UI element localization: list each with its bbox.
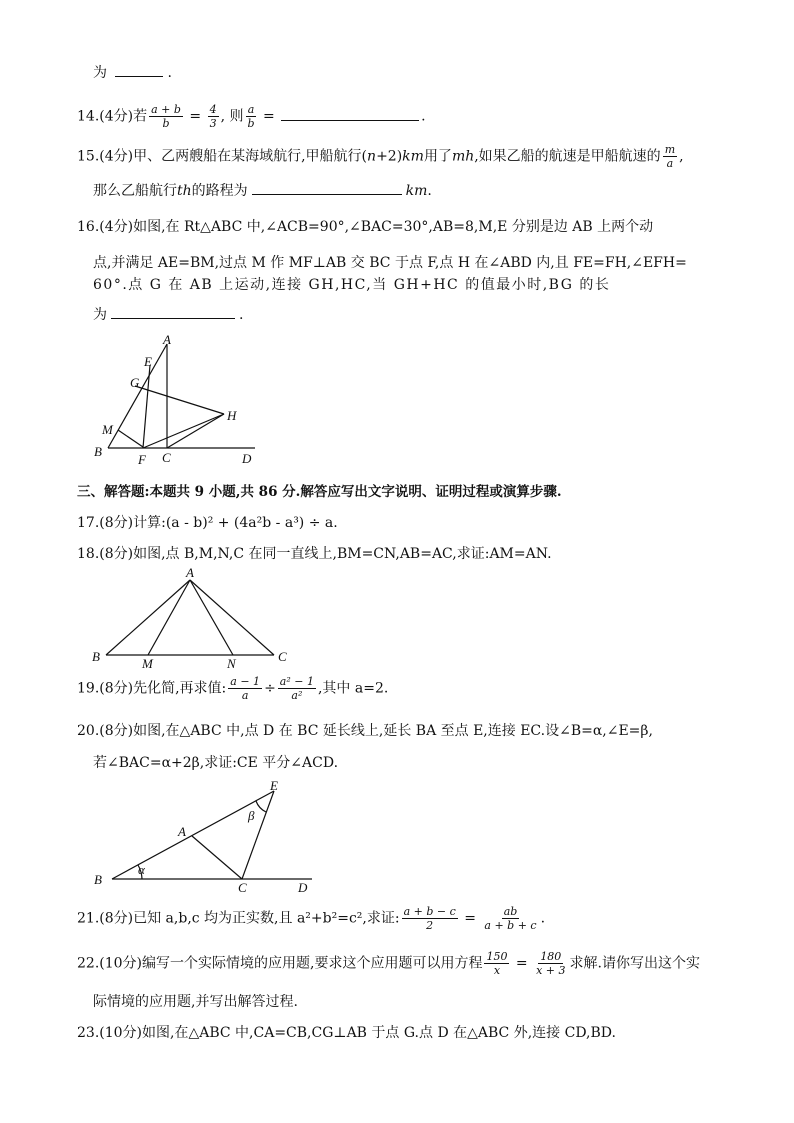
answer-blank: [281, 108, 419, 121]
answer-blank: [252, 182, 402, 195]
figure-18: [88, 564, 298, 670]
label-C: C: [278, 649, 287, 664]
label-D: D: [242, 451, 252, 466]
question-15-line2: 那么乙船航行th的路程为 km.: [93, 183, 432, 199]
fraction: $\frac{ab}{a + b + c}$: [484, 905, 537, 932]
label-M: M: [142, 656, 153, 670]
label-A: A: [163, 332, 171, 347]
answer-blank: [111, 306, 235, 319]
fraction: $\frac{a}{b}$: [247, 103, 255, 130]
label-A: A: [178, 824, 186, 839]
fraction: $\frac{180}{x + 3}$: [536, 950, 566, 977]
question-21: 21.(8分)已知 a,b,c 均为正实数,且 a²+b²=c²,求证: $\frac{a + b - c}{2}$ = $\frac{ab}{a + b + c}$ .: [77, 905, 546, 932]
label-C: C: [238, 880, 247, 895]
fraction: $\frac{m}{a}$: [664, 143, 676, 170]
question-16-line4: 为 .: [93, 307, 244, 323]
answer-blank: [115, 64, 163, 77]
fraction: $\frac{4}{3}$: [209, 103, 217, 130]
label-B: B: [94, 444, 102, 459]
fraction: $\frac{a + b}{b}$: [151, 103, 181, 130]
label-B: B: [94, 872, 102, 887]
label-beta: β: [248, 808, 255, 823]
question-17: 17.(8分)计算:(a - b)² + (4a²b - a³) ÷ a.: [77, 515, 338, 531]
label-B: B: [92, 649, 100, 664]
label-A: A: [186, 565, 194, 580]
figure-20: [90, 776, 320, 896]
fraction: $\frac{a - 1}{a}$: [230, 675, 261, 702]
question-20-line2: 若∠BAC=α+2β,求证:CE 平分∠ACD.: [93, 755, 339, 771]
q13-tail: 为 .: [93, 65, 172, 81]
label-H: H: [227, 408, 237, 423]
label-M: M: [102, 422, 113, 437]
section-3-heading: 三、解答题:本题共 9 小题,共 86 分.解答应写出文字说明、证明过程或演算步骤.: [77, 484, 562, 500]
label-G: G: [130, 375, 140, 390]
question-22-line1: 22.(10分)编写一个实际情境的应用题,要求这个应用题可以用方程 $\frac{150}{x}$ = $\frac{180}{x + 3}$ 求解.请你写出这个实: [77, 950, 700, 977]
figure-16: [90, 330, 270, 470]
question-22-line2: 际情境的应用题,并写出解答过程.: [93, 994, 298, 1010]
question-16-line2: 点,并满足 AE=BM,过点 M 作 MF⊥AB 交 BC 于点 F,点 H 在∠ABD 内,且 FE=FH,∠EFH=: [93, 255, 687, 271]
label-N: N: [227, 656, 236, 670]
fraction: $\frac{\text{a² − 1}}{\text{a²}}$: [279, 675, 314, 702]
question-14: 14.(4分)若 $\frac{a + b}{b}$ = $\frac{4}{3}$ , 则 $\frac{a}{b}$ = .: [77, 103, 426, 130]
question-18: 18.(8分)如图,点 B,M,N,C 在同一直线上,BM=CN,AB=AC,求证:AM=AN.: [77, 546, 552, 562]
question-19: 19.(8分)先化简,再求值: $\frac{a - 1}{a}$ ÷ $\frac{\text{a² − 1}}{\text{a²}}$ ,其中 a=2.: [77, 675, 389, 702]
question-16-line3: 60°.点 G 在 AB 上运动,连接 GH,HC,当 GH+HC 的值最小时,BG 的长: [93, 277, 611, 293]
label-E: E: [144, 354, 152, 369]
question-20-line1: 20.(8分)如图,在△ABC 中,点 D 在 BC 延长线上,延长 BA 至点 E,连接 EC.设∠B=α,∠E=β,: [77, 723, 653, 739]
question-16-line1: 16.(4分)如图,在 Rt△ABC 中,∠ACB=90°,∠BAC=30°,AB=8,M,E 分别是边 AB 上两个动: [77, 219, 654, 235]
question-15: 15.(4分)甲、乙两艘船在某海域航行,甲船航行(n+2)km用了mh,如果乙船的航速是甲船航速的 $\frac{m}{a}$ ,: [77, 143, 684, 170]
label-F: F: [138, 452, 146, 467]
fraction: $\frac{150}{x}$: [486, 950, 508, 977]
fraction: $\frac{a + b - c}{2}$: [403, 905, 456, 932]
label-alpha: α: [138, 862, 145, 877]
label-E: E: [270, 778, 278, 793]
label-C: C: [162, 450, 171, 465]
question-23: 23.(10分)如图,在△ABC 中,CA=CB,CG⊥AB 于点 G.点 D 在△ABC 外,连接 CD,BD.: [77, 1025, 616, 1041]
label-D: D: [298, 880, 308, 895]
